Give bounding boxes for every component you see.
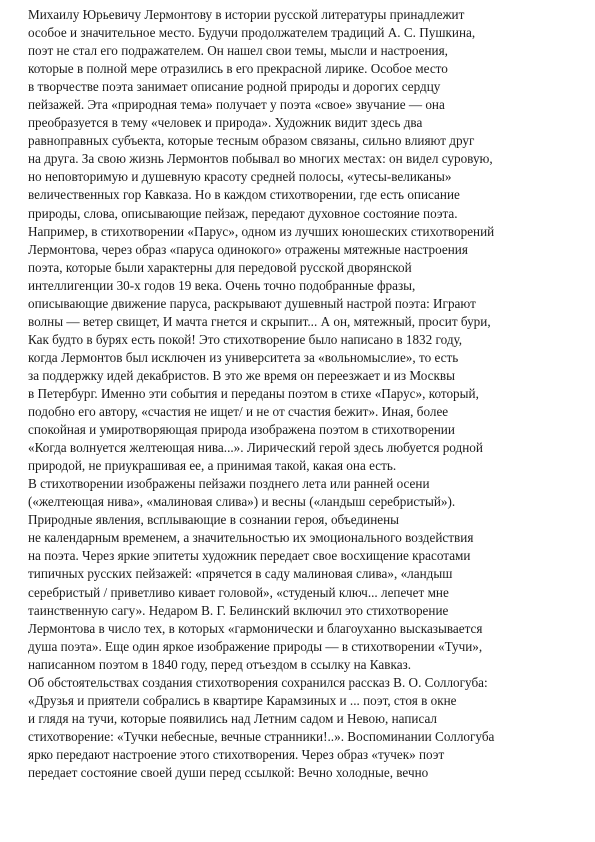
text-line: интеллигенции 30-х годов 19 века. Очень точно подобранные фразы, <box>28 277 416 293</box>
text-line: особое и значительное место. Будучи продолжателем традиций А. С. Пушкина, <box>28 25 476 41</box>
text-line: спокойная и умиротворяющая природа изображена поэтом в стихотворении <box>28 422 455 438</box>
text-line: стихотворение: «Тучки небесные, вечные странники!..». Воспоминании Соллогуба <box>28 728 495 744</box>
text-line: преобразуется в тему «человек и природа». Художник видит здесь два <box>28 115 423 131</box>
text-line: («желтеющая нива», «малиновая слива») и весны («ландыш серебристый»). <box>28 494 456 510</box>
text-line: серебристый / приветливо кивает головой», «студеный ключ... лепечет мне <box>28 584 449 600</box>
text-line: поэта, которые были характерны для передовой русской дворянской <box>28 259 412 275</box>
text-line: величественных гор Кавказа. Но в каждом стихотворении, где есть описание <box>28 187 460 203</box>
text-line: пейзажей. Эта «природная тема» получает у поэта «свое» звучание — она <box>28 97 445 113</box>
document-page <box>28 6 572 782</box>
text-line: природы, слова, описывающие пейзаж, передают духовное состояние поэта. <box>28 205 458 221</box>
text-line: волны — ветер свищет, И мачта гнется и скрыпит... А он, мятежный, просит бури, <box>28 313 491 329</box>
text-line: за поддержку идей декабристов. В это же время он переезжает и из Москвы <box>28 367 455 383</box>
text-line: не календарным временем, а значительностью их эмоционального воздействия <box>28 530 474 546</box>
text-line: «Друзья и приятели собрались в квартире Карамзиных и ... поэт, стоя в окне <box>28 692 457 708</box>
text-line: поэт не стал его подражателем. Он нашел свои темы, мысли и настроения, <box>28 43 448 59</box>
text-line: природой, не приукрашивая ее, а принимая такой, какая она есть. <box>28 458 397 474</box>
text-line: описывающие движение паруса, раскрывают душевный настрой поэта: Играют <box>28 295 476 311</box>
text-line: на друга. За свою жизнь Лермонтов побывал во многих местах: он видел суровую, <box>28 151 493 167</box>
text-line: Как будто в бурях есть покой! Это стихотворение было написано в 1832 году, <box>28 331 463 347</box>
text-line: Об обстоятельствах создания стихотворения сохранился рассказ В. О. Соллогуба: <box>28 674 488 690</box>
text-line: подобно его автору, «счастия не ищет/ и не от счастия бежит». Иная, более <box>28 404 449 420</box>
text-line: но неповторимую и душевную красоту средней полосы, «утесы-великаны» <box>28 169 452 185</box>
text-line: таинственную сагу». Недаром В. Г. Белинский включил это стихотворение <box>28 602 449 618</box>
text-line: душа поэта». Еще один яркое изображение природы — в стихотворении «Тучи», <box>28 638 483 654</box>
text-line: Например, в стихотворении «Парус», одном из лучших юношеских стихотворений <box>28 223 495 239</box>
text-line: которые в полной мере отразились в его прекрасной лирике. Особое место <box>28 61 448 77</box>
text-line: передает состояние своей души перед ссылкой: Вечно холодные, вечно <box>28 764 429 780</box>
text-line: типичных русских пейзажей: «прячется в саду малиновая слива», «ландыш <box>28 566 453 582</box>
text-line: «Когда волнуется желтеющая нива...». Лирический герой здесь любуется родной <box>28 440 483 456</box>
text-line: написанном поэтом в 1840 году, перед отъездом в ссылку на Кавказ. <box>28 656 412 672</box>
text-line: В стихотворении изображены пейзажи позднего лета или ранней осени <box>28 476 430 492</box>
text-line: равноправных субъекта, которые тесным образом связаны, сильно влияют друг <box>28 133 475 149</box>
text-line: и глядя на тучи, которые появились над Летним садом и Невою, написал <box>28 710 438 726</box>
text-line: в творчестве поэта занимает описание родной природы и дорогих сердцу <box>28 79 441 95</box>
text-line: Михаилу Юрьевичу Лермонтову в истории русской литературы принадлежит <box>28 7 465 22</box>
text-line: в Петербург. Именно эти события и переданы поэтом в стихе «Парус», который, <box>28 385 479 401</box>
text-line: Лермонтова, через образ «паруса одинокого» отражены мятежные настроения <box>28 241 468 257</box>
text-line: когда Лермонтов был исключен из университета за «вольномыслие», то есть <box>28 349 459 365</box>
text-line: ярко передают настроение этого стихотворения. Через образ «тучек» поэт <box>28 746 445 762</box>
text-line: Природные явления, всплывающие в сознании героя, объединены <box>28 512 400 528</box>
text-line: на поэта. Через яркие эпитеты художник передает свое восхищение красотами <box>28 548 471 564</box>
text-line: Лермонтова в число тех, в которых «гармонически и благоуханно высказывается <box>28 620 483 636</box>
